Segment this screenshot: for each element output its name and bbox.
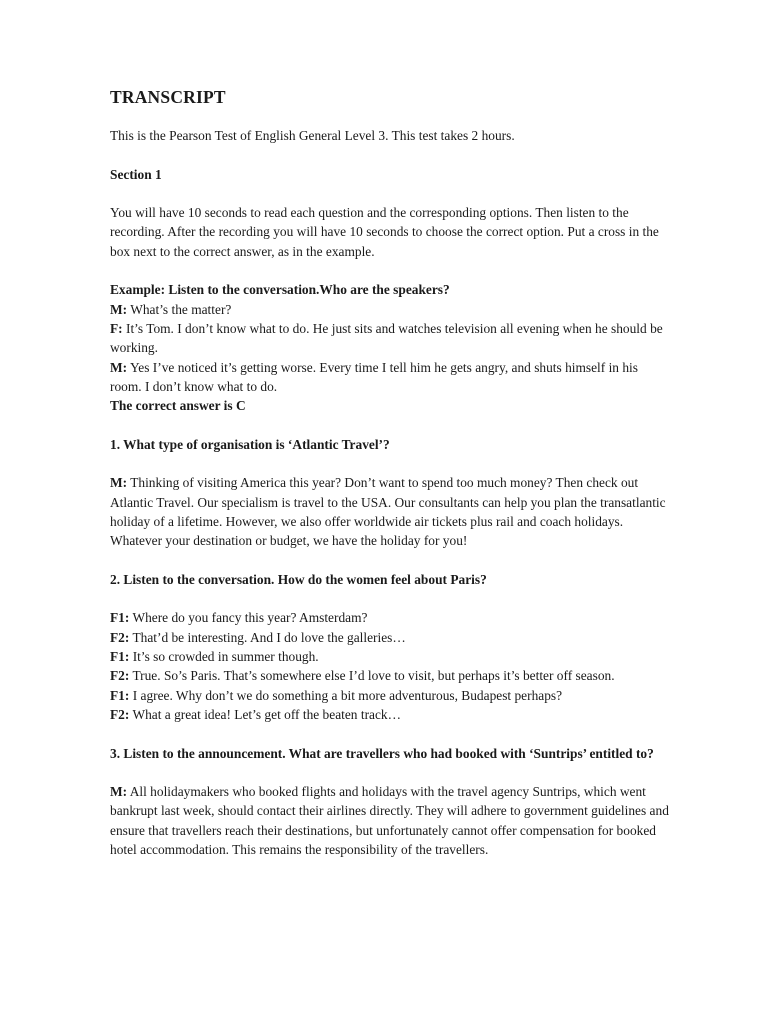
- section-heading: Section 1: [110, 166, 162, 182]
- speaker-label: M:: [110, 359, 128, 375]
- q2-line: [110, 666, 670, 685]
- q2-line: [110, 647, 670, 666]
- question-3: 3. Listen to the announcement. What are travellers who had booked with ‘Suntrips’ entitled to?: [110, 745, 654, 761]
- speaker-label: M:: [110, 475, 128, 491]
- line-text: Yes I’ve noticed it’s getting worse. Every time I tell him he gets angry, and shuts himself in his room. I don’t know what to do.: [110, 359, 638, 394]
- speaker-label: F1:: [110, 687, 130, 703]
- speaker-label: F2:: [110, 629, 130, 645]
- example-answer: The correct answer is C: [110, 398, 246, 414]
- transcript-page: [110, 86, 670, 859]
- line-text: It’s so crowded in summer though.: [129, 649, 319, 665]
- line-text: What’s the matter?: [127, 301, 232, 317]
- q1-line: [110, 473, 670, 550]
- line-text: That’d be interesting. And I do love the galleries…: [129, 629, 406, 645]
- line-text: It’s Tom. I don’t know what to do. He just sits and watches television all evening when he should be working.: [110, 320, 663, 356]
- line-text: What a great idea! Let’s get off the beaten track…: [129, 706, 402, 722]
- example-line: [110, 300, 670, 319]
- line-text: Where do you fancy this year? Amsterdam?: [129, 610, 368, 626]
- speaker-label: F2:: [110, 706, 130, 722]
- q2-line: [110, 628, 670, 647]
- question-1: 1. What type of organisation is ‘Atlantic Travel’?: [110, 436, 390, 452]
- line-text: I agree. Why don’t we do something a bit more adventurous, Budapest perhaps?: [129, 687, 563, 703]
- q2-line: [110, 686, 670, 705]
- line-text: True. So’s Paris. That’s somewhere else I’d love to visit, but perhaps it’s better off season.: [129, 668, 615, 684]
- example-line: [110, 319, 670, 358]
- intro-text: This is the Pearson Test of English General Level 3. This test takes 2 hours.: [110, 128, 515, 143]
- example-question: Example: Listen to the conversation.Who are the speakers?: [110, 282, 450, 298]
- document-title: TRANSCRIPT: [110, 87, 226, 107]
- q2-line: [110, 608, 670, 627]
- line-text: All holidaymakers who booked flights and holidays with the travel agency Suntrips, which went bankrupt last week, should contact their airlines directly. They will adhere to government guidelines and ensure that travellers reach their destinations, but unfortunately cannot offer compensation for booked hotel accommodation. This remains the responsibility of the travellers.: [110, 784, 669, 857]
- q3-line: [110, 782, 670, 859]
- speaker-label: M:: [110, 301, 128, 317]
- q2-line: [110, 705, 670, 724]
- speaker-label: F2:: [110, 668, 130, 684]
- question-2: 2. Listen to the conversation. How do the women feel about Paris?: [110, 571, 487, 587]
- speaker-label: M:: [110, 784, 128, 800]
- example-line: [110, 358, 670, 397]
- instructions-text: You will have 10 seconds to read each question and the corresponding options. Then listen to the recording. After the recording you will have 10 seconds to choose the correct option. Put a cross in the box next to the correct answer, as in the example.: [110, 205, 659, 259]
- speaker-label: F1:: [110, 649, 130, 665]
- line-text: Thinking of visiting America this year? Don’t want to spend too much money? Then check out Atlantic Travel. Our specialism is travel to the USA. Our consultants can help you plan the transatlantic holiday of a lifetime. However, we also offer worldwide air tickets plus rail and coach holidays. Whatever your destination or budget, we have the holiday for you!: [110, 475, 666, 549]
- speaker-label: F1:: [110, 610, 130, 626]
- speaker-label: F:: [110, 320, 123, 336]
